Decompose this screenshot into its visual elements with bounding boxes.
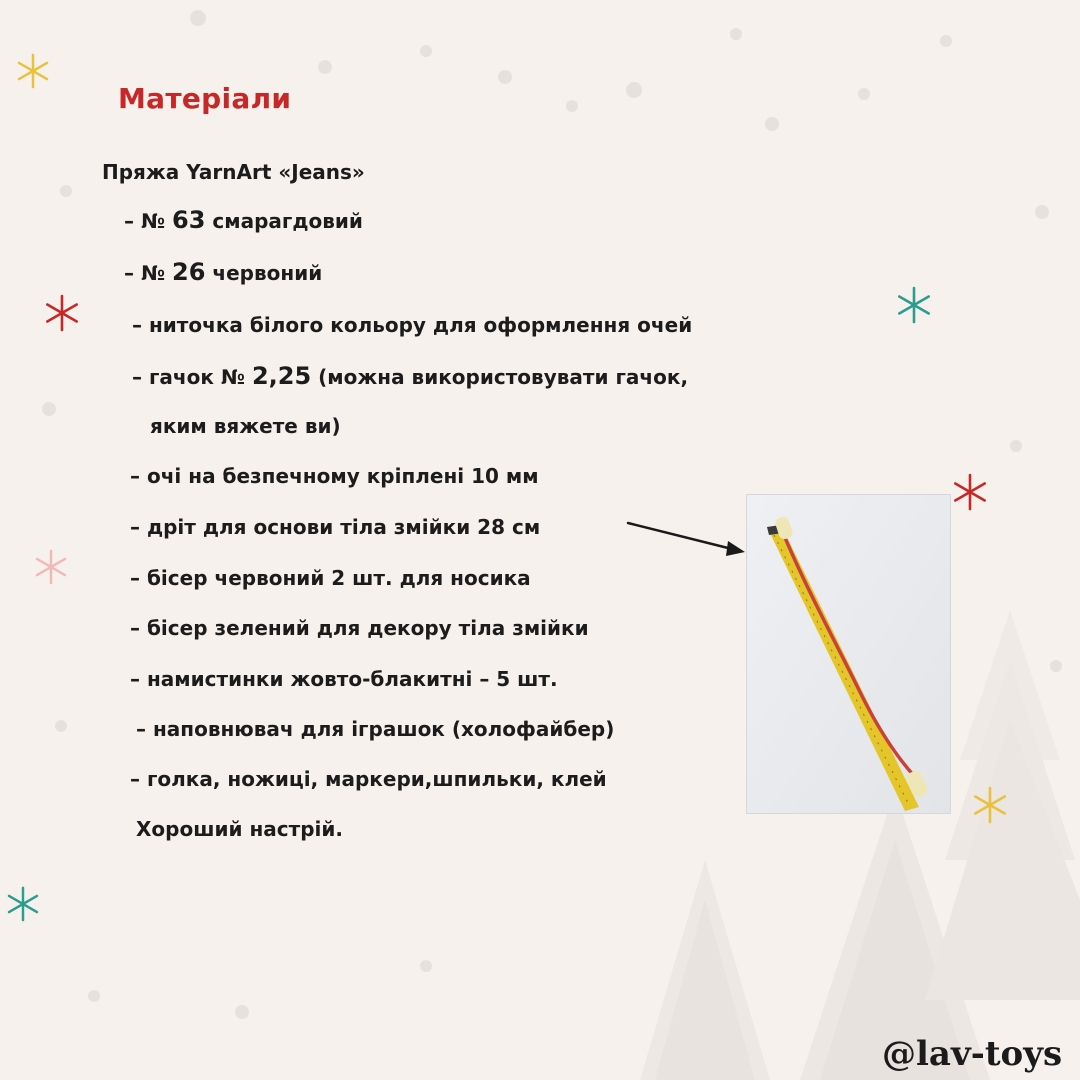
list-item-prefix: – гачок № xyxy=(132,365,252,389)
list-item: – ниточка білого кольору для оформлення очей xyxy=(132,313,693,337)
list-item: – бісер зелений для декору тіла змійки xyxy=(130,616,589,640)
list-item: – бісер червоний 2 шт. для носика xyxy=(130,566,531,590)
list-item-text: (можна використовувати гачок, xyxy=(311,365,689,389)
list-item-text: червоний xyxy=(205,261,323,285)
list-item-prefix: – № xyxy=(124,261,172,285)
list-item: – очі на безпечному кріплені 10 мм xyxy=(130,464,539,488)
closing-line: Хороший настрій. xyxy=(136,817,343,841)
wire-photo xyxy=(746,494,951,814)
yarn-number: 26 xyxy=(172,258,206,286)
list-item-prefix: – № xyxy=(124,209,172,233)
list-item-text: смарагдовий xyxy=(205,209,363,233)
list-item-continuation: яким вяжете ви) xyxy=(150,414,341,438)
hook-size: 2,25 xyxy=(251,362,312,390)
yarn-number: 63 xyxy=(172,206,206,234)
yarn-heading: Пряжа YarnArt «Jeans» xyxy=(102,160,365,184)
list-item: – наповнювач для іграшок (холофайбер) xyxy=(136,717,615,741)
measuring-tape-wire-image xyxy=(747,495,950,813)
list-item: – намистинки жовто-блакитні – 5 шт. xyxy=(130,667,558,691)
list-item: – дріт для основи тіла змійки 28 см xyxy=(130,515,541,539)
account-handle: @lav-toys xyxy=(882,1034,1063,1074)
section-title: Матеріали xyxy=(118,82,292,115)
list-item: – голка, ножиці, маркери,шпильки, клей xyxy=(130,767,607,791)
